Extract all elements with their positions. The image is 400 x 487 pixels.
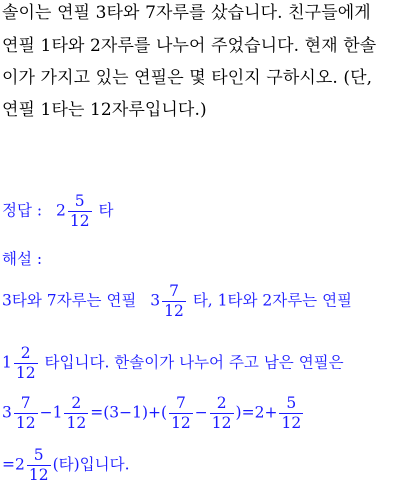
fraction-2-numerator: 2 bbox=[20, 344, 31, 362]
answer-whole: 2 bbox=[55, 201, 66, 220]
explanation-line-1 bbox=[2, 284, 352, 319]
eq-a-whole: 3 bbox=[2, 403, 12, 422]
eq-a-denominator: 12 bbox=[15, 413, 36, 432]
eq-e-fraction bbox=[279, 396, 303, 431]
fraction-1 bbox=[162, 284, 186, 319]
eq-c-numerator: 7 bbox=[175, 394, 186, 412]
final-line bbox=[2, 448, 130, 483]
question-line-2: 연필 1타와 2자루를 나누어 주었습니다. 현재 한솔 bbox=[2, 36, 377, 56]
fraction-1-denominator: 12 bbox=[164, 301, 184, 320]
equation-line bbox=[2, 396, 305, 431]
final-text: (타)입니다. bbox=[52, 455, 130, 474]
answer-numerator: 5 bbox=[74, 192, 85, 210]
explanation-label: 해설 : bbox=[2, 250, 43, 268]
answer-denominator: 12 bbox=[69, 211, 90, 230]
eq-paren-expr: (3−1)+( bbox=[103, 403, 168, 422]
eq-d-denominator: 12 bbox=[211, 413, 232, 432]
final-equals: = bbox=[2, 455, 15, 474]
mixed-whole-1: 3 bbox=[150, 291, 161, 310]
explanation-line-2 bbox=[2, 346, 344, 381]
explanation-text-1b: 타, 1타와 2자루는 연필 bbox=[192, 291, 353, 310]
fraction-2 bbox=[14, 346, 38, 381]
question-line-1: 솔이는 연필 3타와 7자루를 샀습니다. 친구들에게 bbox=[2, 3, 371, 23]
eq-e-numerator: 5 bbox=[286, 394, 297, 412]
fraction-2-denominator: 12 bbox=[15, 363, 36, 382]
eq-b-numerator: 2 bbox=[71, 394, 82, 412]
eq-equals-2: = bbox=[241, 403, 255, 422]
answer-fraction bbox=[68, 194, 92, 229]
mixed-whole-2: 1 bbox=[2, 353, 12, 372]
eq-c-denominator: 12 bbox=[171, 413, 191, 432]
final-whole: 2 bbox=[15, 455, 25, 474]
eq-a-numerator: 7 bbox=[20, 394, 31, 412]
eq-minus-1: − bbox=[39, 403, 53, 422]
eq-two-plus: 2+ bbox=[254, 403, 278, 422]
answer-label: 정답 : bbox=[2, 201, 43, 220]
eq-c-fraction bbox=[169, 396, 193, 431]
answer-unit: 타 bbox=[98, 201, 114, 220]
eq-minus-2: − bbox=[194, 403, 208, 422]
answer-line bbox=[2, 194, 114, 229]
eq-equals-1: = bbox=[90, 403, 104, 422]
final-fraction bbox=[27, 448, 51, 483]
eq-b-fraction bbox=[64, 396, 88, 431]
eq-paren-close: ) bbox=[235, 403, 242, 422]
question-line-3: 이가 가지고 있는 연필은 몇 타인지 구하시오. (단, bbox=[2, 68, 373, 88]
eq-a-fraction bbox=[14, 396, 38, 431]
eq-b-denominator: 12 bbox=[66, 413, 87, 432]
question-line-4: 연필 1타는 12자루입니다.) bbox=[2, 100, 207, 120]
eq-e-denominator: 12 bbox=[281, 413, 302, 432]
fraction-1-numerator: 7 bbox=[169, 282, 179, 300]
eq-b-whole: 1 bbox=[52, 403, 63, 422]
final-numerator: 5 bbox=[33, 446, 44, 464]
eq-d-fraction bbox=[210, 396, 234, 431]
final-denominator: 12 bbox=[28, 465, 49, 484]
eq-d-numerator: 2 bbox=[216, 394, 227, 412]
explanation-text-2: 타입니다. 한솔이가 나누어 주고 남은 연필은 bbox=[44, 353, 344, 372]
explanation-text-1: 3타와 7자루는 연필 bbox=[2, 291, 137, 310]
